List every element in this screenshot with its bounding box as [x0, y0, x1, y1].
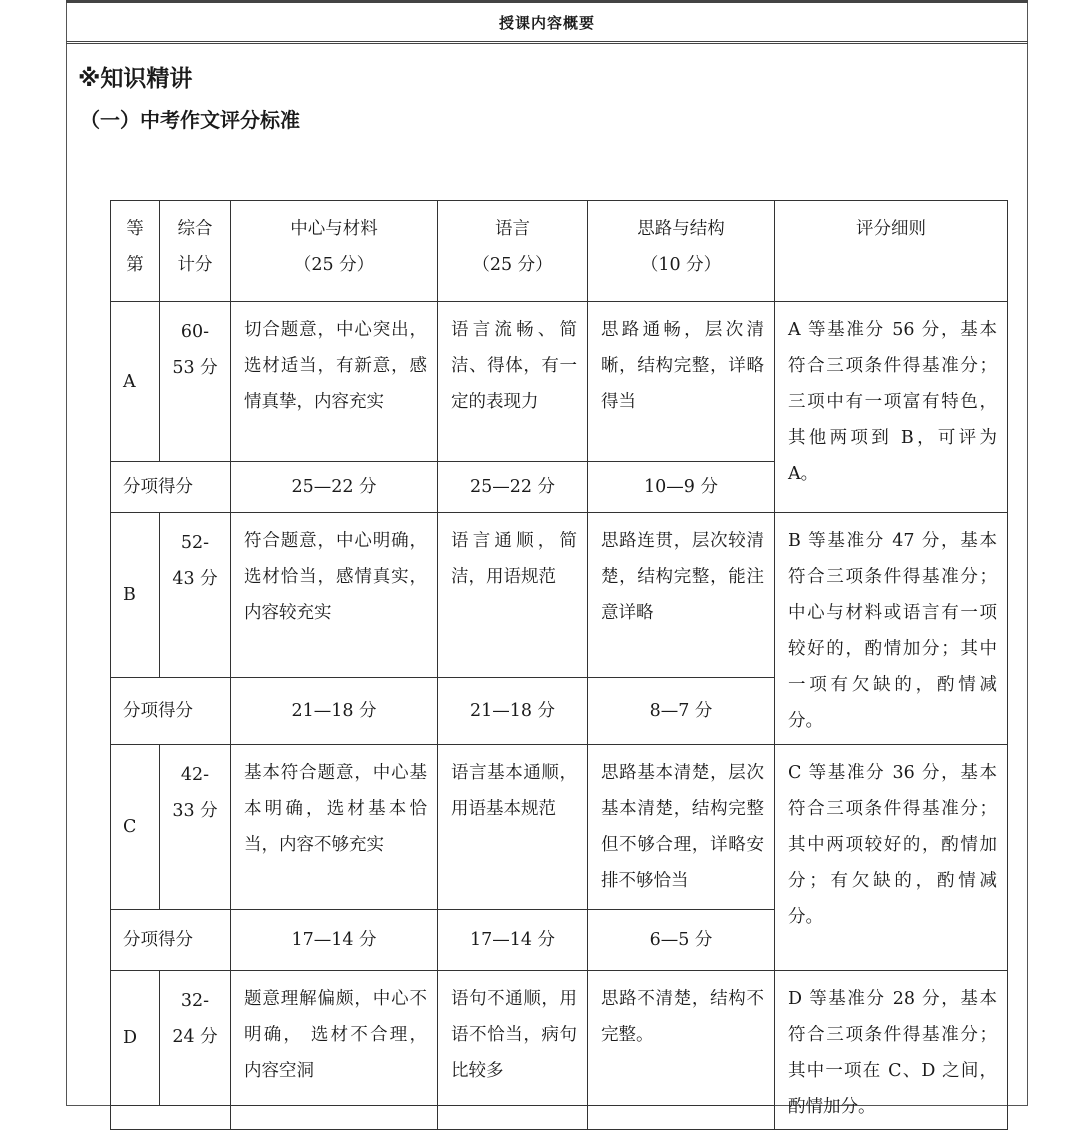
header-text: （25 分） [293, 255, 375, 275]
sub-score-language: 17—14 分 [438, 910, 588, 971]
language-cell: 语言通顺，简洁，用语规范 [438, 513, 588, 678]
header-text: 语言 [495, 219, 530, 239]
header-text: （10 分） [640, 255, 722, 275]
content-cell: 题意理解偏颇，中心不明确， 选材不合理， 内容空洞 [231, 971, 438, 1106]
grade-cell: D [111, 971, 160, 1106]
scoring-table [110, 200, 1008, 1130]
structure-cell: 思路不清楚，结构不完整。 [588, 971, 775, 1106]
sub-score-language: 25—22 分 [438, 462, 588, 513]
sub-score-empty [438, 1106, 588, 1130]
sub-score-empty [588, 1106, 775, 1130]
sub-score-language: 21—18 分 [438, 678, 588, 745]
section-title: ※知识精讲 [78, 66, 193, 92]
structure-cell: 思路基本清楚，层次基本清楚，结构完整但不够合理，详略安排不够恰当 [588, 745, 775, 910]
total-score-cell [160, 302, 231, 462]
grade-cell: A [111, 302, 160, 462]
total-score-cell [160, 745, 231, 910]
table-row [111, 745, 1008, 910]
sub-score-label: 分项得分 [111, 910, 231, 971]
score-text: 24 分 [172, 1027, 218, 1047]
header-bar [66, 0, 1028, 44]
header-text: 中心与材料 [290, 219, 378, 239]
grade-cell: B [111, 513, 160, 678]
header-grade [111, 201, 160, 302]
score-text: 53 分 [172, 358, 218, 378]
sub-score-content: 17—14 分 [231, 910, 438, 971]
sub-score-empty [231, 1106, 438, 1130]
header-text: 思路与结构 [637, 219, 725, 239]
total-score-cell [160, 513, 231, 678]
header-language [438, 201, 588, 302]
table-row [111, 302, 1008, 462]
total-score-cell [160, 971, 231, 1106]
header-content [231, 201, 438, 302]
header-total [160, 201, 231, 302]
table-header-row [111, 201, 1008, 302]
content-cell: 切合题意，中心突出，选材适当，有新意，感情真挚，内容充实 [231, 302, 438, 462]
header-text: 等 [126, 219, 144, 239]
sub-score-structure: 10—9 分 [588, 462, 775, 513]
header-text: 第 [126, 255, 144, 275]
header-text: 评分细则 [856, 219, 926, 239]
rules-cell: B 等基准分 47 分，基本符合三项条件得基准分；中心与材料或语言有一项较好的，酌情加分；其中一项有欠缺的，酌情减分。 [775, 513, 1008, 745]
rules-cell: D 等基准分 28 分，基本符合三项条件得基准分；其中一项在 C、D 之间，酌情加分。 [775, 971, 1008, 1130]
header-text: 综合 [177, 219, 213, 239]
language-cell: 语句不通顺，用语不恰当，病句比较多 [438, 971, 588, 1106]
grade-cell: C [111, 745, 160, 910]
score-text: 42- [180, 765, 210, 785]
language-cell: 语言基本通顺，用语基本规范 [438, 745, 588, 910]
sub-score-label: 分项得分 [111, 678, 231, 745]
structure-cell: 思路连贯，层次较清楚，结构完整，能注意详略 [588, 513, 775, 678]
sub-score-label-empty [111, 1106, 231, 1130]
header-title: 授课内容概要 [498, 13, 595, 32]
rules-cell: A 等基准分 56 分，基本符合三项条件得基准分；三项中有一项富有特色，其他两项到 B，可评为 A。 [775, 302, 1008, 513]
header-rules [775, 201, 1008, 302]
header-text: 计分 [177, 255, 213, 275]
score-text: 32- [180, 991, 210, 1011]
header-structure [588, 201, 775, 302]
sub-score-structure: 8—7 分 [588, 678, 775, 745]
score-text: 52- [180, 533, 210, 553]
score-text: 33 分 [172, 801, 218, 821]
subsection-title: （一）中考作文评分标准 [80, 108, 300, 132]
language-cell: 语言流畅、简洁、得体，有一定的表现力 [438, 302, 588, 462]
table-row [111, 971, 1008, 1106]
sub-score-content: 21—18 分 [231, 678, 438, 745]
table-row [111, 513, 1008, 678]
content-cell: 符合题意，中心明确，选材恰当，感情真实，内容较充实 [231, 513, 438, 678]
header-text: （25 分） [472, 255, 553, 275]
sub-score-label: 分项得分 [111, 462, 231, 513]
score-text: 60- [180, 322, 210, 342]
sub-score-content: 25—22 分 [231, 462, 438, 513]
score-text: 43 分 [172, 569, 218, 589]
structure-cell: 思路通畅，层次清晰，结构完整，详略得当 [588, 302, 775, 462]
rules-cell: C 等基准分 36 分，基本符合三项条件得基准分；其中两项较好的，酌情加分；有欠缺的，酌情减分。 [775, 745, 1008, 971]
content-cell: 基本符合题意，中心基本明确，选材基本恰当，内容不够充实 [231, 745, 438, 910]
sub-score-structure: 6—5 分 [588, 910, 775, 971]
